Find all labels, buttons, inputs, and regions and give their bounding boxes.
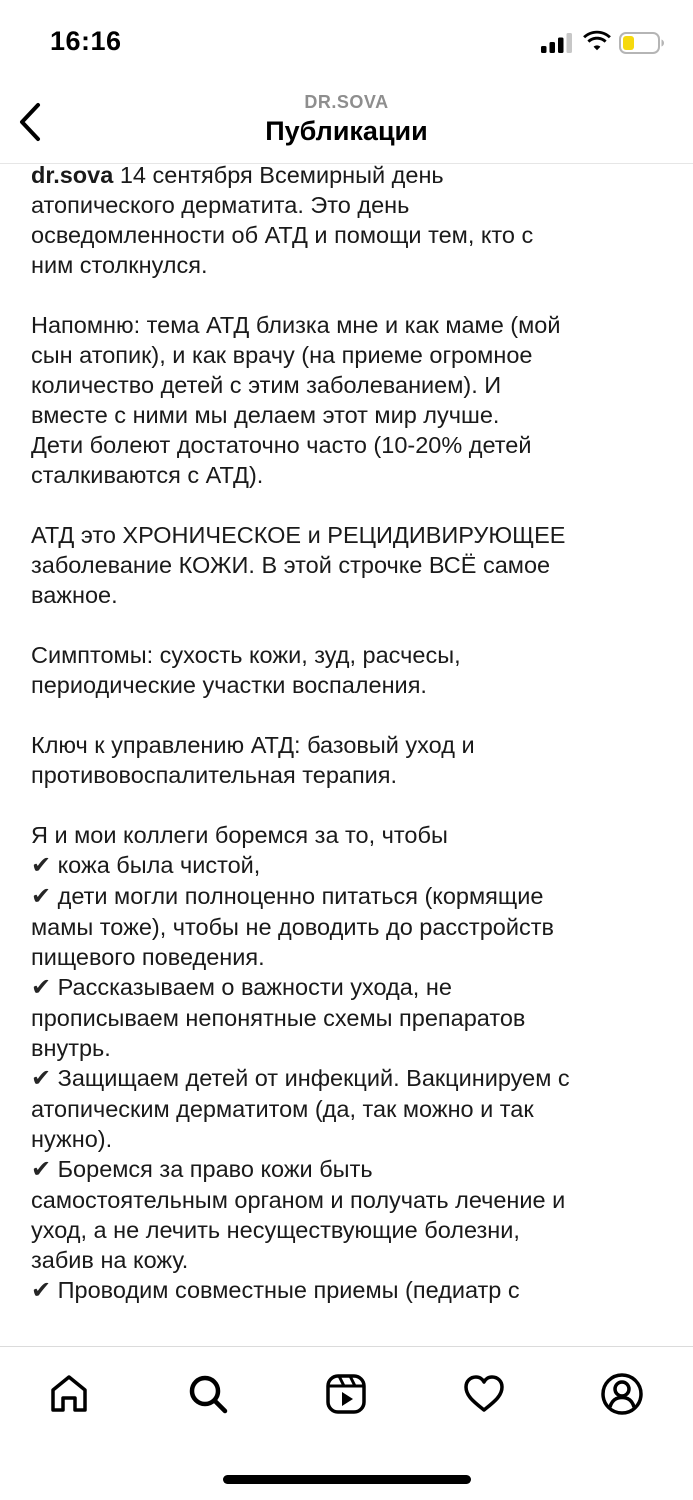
caption-line: Дети болеют достаточно часто (10-20% детей — [31, 432, 532, 458]
caption-paragraph — [31, 640, 656, 700]
caption-checklist — [31, 820, 656, 1306]
caption-line: атопическим дерматитом (да, так можно и так — [31, 1096, 534, 1122]
caption-line: нужно). — [31, 1126, 113, 1152]
caption-line: мамы тоже), чтобы не доводить до расстройств — [31, 914, 554, 940]
checklist-item: ✔ Проводим совместные приемы (педиатр с — [31, 1277, 520, 1304]
caption-line: Симптомы: сухость кожи, зуд, расчесы, — [31, 642, 461, 668]
caption-paragraph — [31, 730, 656, 790]
checklist-item: ✔ кожа была чистой, — [31, 852, 261, 879]
caption-line: атопического дерматита. Это день — [31, 192, 410, 218]
home-indicator — [223, 1475, 471, 1484]
caption-line: самостоятельным органом и получать лечение и — [31, 1187, 566, 1213]
post-content — [0, 164, 693, 1346]
page-title: Публикации — [265, 116, 428, 146]
status-time: 16:16 — [50, 26, 122, 56]
caption-line: осведомленности об АТД и помощи тем, кто с — [31, 222, 534, 248]
checklist-item: ✔ Боремся за право кожи быть — [31, 1156, 373, 1183]
reels-icon — [324, 1372, 368, 1416]
post-caption — [31, 164, 656, 1336]
tab-home[interactable] — [44, 1369, 94, 1419]
tab-activity[interactable] — [459, 1369, 509, 1419]
status-bar — [0, 0, 693, 86]
caption-line: сын атопик), и как врачу (на приеме огромное — [31, 342, 533, 368]
caption-line: пищевого поведения. — [31, 944, 265, 970]
caption-line: прописываем непонятные схемы препаратов — [31, 1005, 526, 1031]
nav-header — [0, 86, 693, 164]
checklist-item: ✔ дети могли полноценно питаться (кормящие — [31, 883, 544, 910]
caption-line: сталкиваются с АТД). — [31, 462, 264, 488]
home-icon — [47, 1372, 91, 1416]
username-link[interactable]: dr.sova — [31, 164, 114, 188]
caption-line: вместе с ними мы делаем этот мир лучше. — [31, 402, 500, 428]
caption-line: ним столкнулся. — [31, 252, 208, 278]
check-mark-icon: ✔ — [31, 1277, 52, 1304]
heart-icon — [462, 1372, 506, 1416]
caption-line: внутрь. — [31, 1035, 111, 1061]
account-name: DR.SOVA — [304, 92, 389, 112]
caption-paragraph — [31, 310, 656, 490]
checklist-item: ✔ Рассказываем о важности ухода, не — [31, 974, 452, 1001]
caption-line: АТД это ХРОНИЧЕСКОЕ и РЕЦИДИВИРУЮЩЕЕ — [31, 522, 566, 548]
check-mark-icon: ✔ — [31, 974, 52, 1001]
caption-line: важное. — [31, 582, 118, 608]
caption-line: Напомню: тема АТД близка мне и как маме (мой — [31, 312, 561, 338]
tab-profile[interactable] — [597, 1369, 647, 1419]
wifi-icon — [583, 30, 611, 52]
caption-paragraph — [31, 164, 656, 280]
caption-line: Я и мои коллеги боремся за то, чтобы — [31, 822, 448, 848]
signal-icon — [541, 33, 575, 53]
tab-search[interactable] — [183, 1369, 233, 1419]
check-mark-icon: ✔ — [31, 852, 52, 879]
battery-level — [623, 36, 634, 50]
battery-icon — [619, 32, 665, 54]
check-mark-icon: ✔ — [31, 1065, 52, 1092]
caption-line: заболевание КОЖИ. В этой строчке ВСЁ самое — [31, 552, 551, 578]
tab-reels[interactable] — [321, 1369, 371, 1419]
caption-line: уход, а не лечить несуществующие болезни, — [31, 1217, 520, 1243]
checklist-item: ✔ Защищаем детей от инфекций. Вакцинируем с — [31, 1065, 570, 1092]
caption-line: забив на кожу. — [31, 1247, 189, 1273]
caption-line: периодические участки воспаления. — [31, 672, 427, 698]
caption-line: противовоспалительная терапия. — [31, 762, 398, 788]
check-mark-icon: ✔ — [31, 883, 52, 910]
caption-paragraph — [31, 520, 656, 610]
caption-line: Ключ к управлению АТД: базовый уход и — [31, 732, 475, 758]
search-icon — [186, 1372, 230, 1416]
caption-line: dr.sova 14 сентября Всемирный день — [31, 164, 444, 188]
caption-line: количество детей с этим заболеванием). И — [31, 372, 502, 398]
check-mark-icon: ✔ — [31, 1156, 52, 1183]
profile-icon — [600, 1372, 644, 1416]
